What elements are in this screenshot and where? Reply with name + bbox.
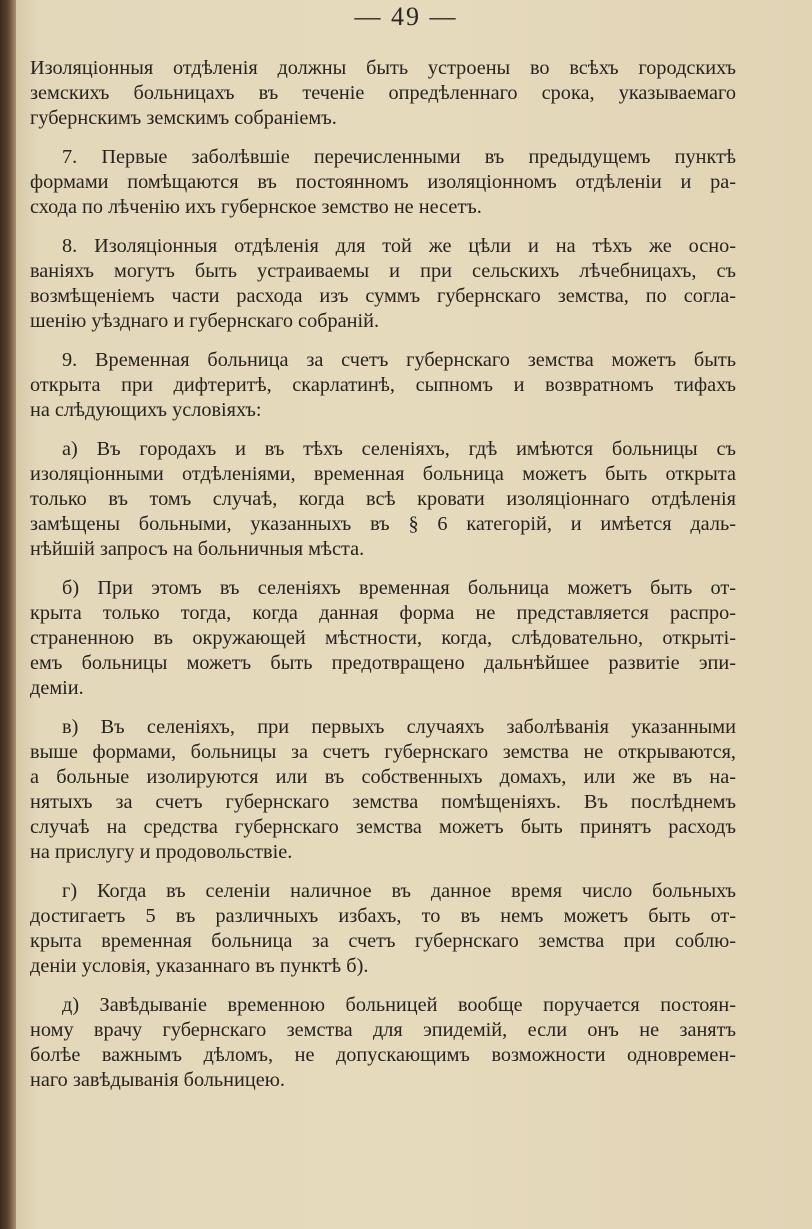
- text-line: ному врачу губернскаго земства для эпидемій, если онъ не занятъ: [30, 1019, 736, 1041]
- text-line: замѣщены больными, указанныхъ въ § 6 категорій, и имѣется даль-: [30, 513, 736, 535]
- body-text: [30, 56, 736, 1107]
- text-line: болѣе важнымъ дѣломъ, не допускающимъ возможности одновремен-: [30, 1044, 736, 1066]
- text-line: г) Когда въ селеніи наличное въ данное время число больныхъ: [62, 880, 736, 902]
- text-line: д) Завѣдываніе временною больницей вообще поручается постоян-: [62, 994, 736, 1016]
- text-line: на слѣдующихъ условіяхъ:: [30, 399, 262, 421]
- text-line: крыта временная больница за счетъ губернскаго земства при соблю-: [30, 930, 736, 952]
- text-line: Изоляціонныя отдѣленія должны быть устроены во всѣхъ городскихъ: [30, 57, 736, 79]
- text-line: 9. Временная больница за счетъ губернскаго земства можетъ быть: [62, 349, 736, 371]
- book-spine-shadow: [0, 0, 16, 1229]
- page-number: — 49 —: [354, 2, 458, 31]
- paragraph: [30, 993, 736, 1093]
- paragraph: [30, 715, 736, 865]
- paragraph: [30, 145, 736, 220]
- text-line: емъ больницы можетъ быть предотвращено дальнѣйшее развитіе эпи-: [30, 652, 736, 674]
- text-line: страненною въ окружающей мѣстности, когда, слѣдовательно, открыті-: [30, 627, 736, 649]
- text-line: наго завѣдыванія больницею.: [30, 1069, 285, 1091]
- text-line: а больные изолируются или въ собственныхъ домахъ, или же въ на-: [30, 766, 736, 788]
- text-line: шенію уѣзднаго и губернскаго собраній.: [30, 310, 380, 332]
- text-line: земскихъ больницахъ въ теченіе опредѣленнаго срока, указываемаго: [30, 82, 736, 104]
- text-line: 8. Изоляціонныя отдѣленія для той же цѣли и на тѣхъ же осно-: [62, 235, 736, 257]
- text-line: деміи.: [30, 677, 84, 699]
- text-line: губернскимъ земскимъ собраніемъ.: [30, 107, 337, 129]
- paragraph: [30, 56, 736, 131]
- paragraph: [30, 437, 736, 562]
- text-line: нѣйшій запросъ на больничныя мѣста.: [30, 538, 365, 560]
- text-line: на прислугу и продовольствіе.: [30, 841, 293, 863]
- text-line: крыта только тогда, когда данная форма не представляется распро-: [30, 602, 736, 624]
- text-line: изоляціонными отдѣленіями, временная больница можетъ быть открыта: [30, 463, 736, 485]
- text-line: формами помѣщаются въ постоянномъ изоляціонномъ отдѣленіи и ра-: [30, 171, 736, 193]
- paragraph: [30, 879, 736, 979]
- text-line: в) Въ селеніяхъ, при первыхъ случаяхъ заболѣванія указанными: [62, 716, 736, 738]
- text-line: случаѣ на средства губернскаго земства можетъ быть принятъ расходъ: [30, 816, 736, 838]
- text-line: выше формами, больницы за счетъ губернскаго земства не открываются,: [30, 741, 736, 763]
- paragraph: [30, 234, 736, 334]
- text-line: открыта при дифтеритѣ, скарлатинѣ, сыпномъ и возвратномъ тифахъ: [30, 374, 736, 396]
- paragraph: [30, 576, 736, 701]
- text-line: ваніяхъ могутъ быть устраиваемы и при сельскихъ лѣчебницахъ, съ: [30, 260, 736, 282]
- text-line: возмѣщеніемъ части расхода изъ суммъ губернскаго земства, по согла-: [30, 285, 736, 307]
- text-line: схода по лѣченію ихъ губернское земство не несетъ.: [30, 196, 482, 218]
- text-line: 7. Первые заболѣвшіе перечисленными въ предыдущемъ пунктѣ: [62, 146, 736, 168]
- paragraph: [30, 348, 736, 423]
- text-line: деніи условія, указаннаго въ пунктѣ б).: [30, 955, 369, 977]
- text-line: только въ томъ случаѣ, когда всѣ кровати изоляціоннаго отдѣленія: [30, 488, 736, 510]
- text-line: достигаетъ 5 въ различныхъ избахъ, то въ немъ можетъ быть от-: [30, 905, 736, 927]
- text-line: нятыхъ за счетъ губернскаго земства помѣщеніяхъ. Въ послѣднемъ: [30, 791, 736, 813]
- text-line: б) При этомъ въ селеніяхъ временная больница можетъ быть от-: [62, 577, 736, 599]
- text-line: а) Въ городахъ и въ тѣхъ селеніяхъ, гдѣ имѣются больницы съ: [62, 438, 736, 460]
